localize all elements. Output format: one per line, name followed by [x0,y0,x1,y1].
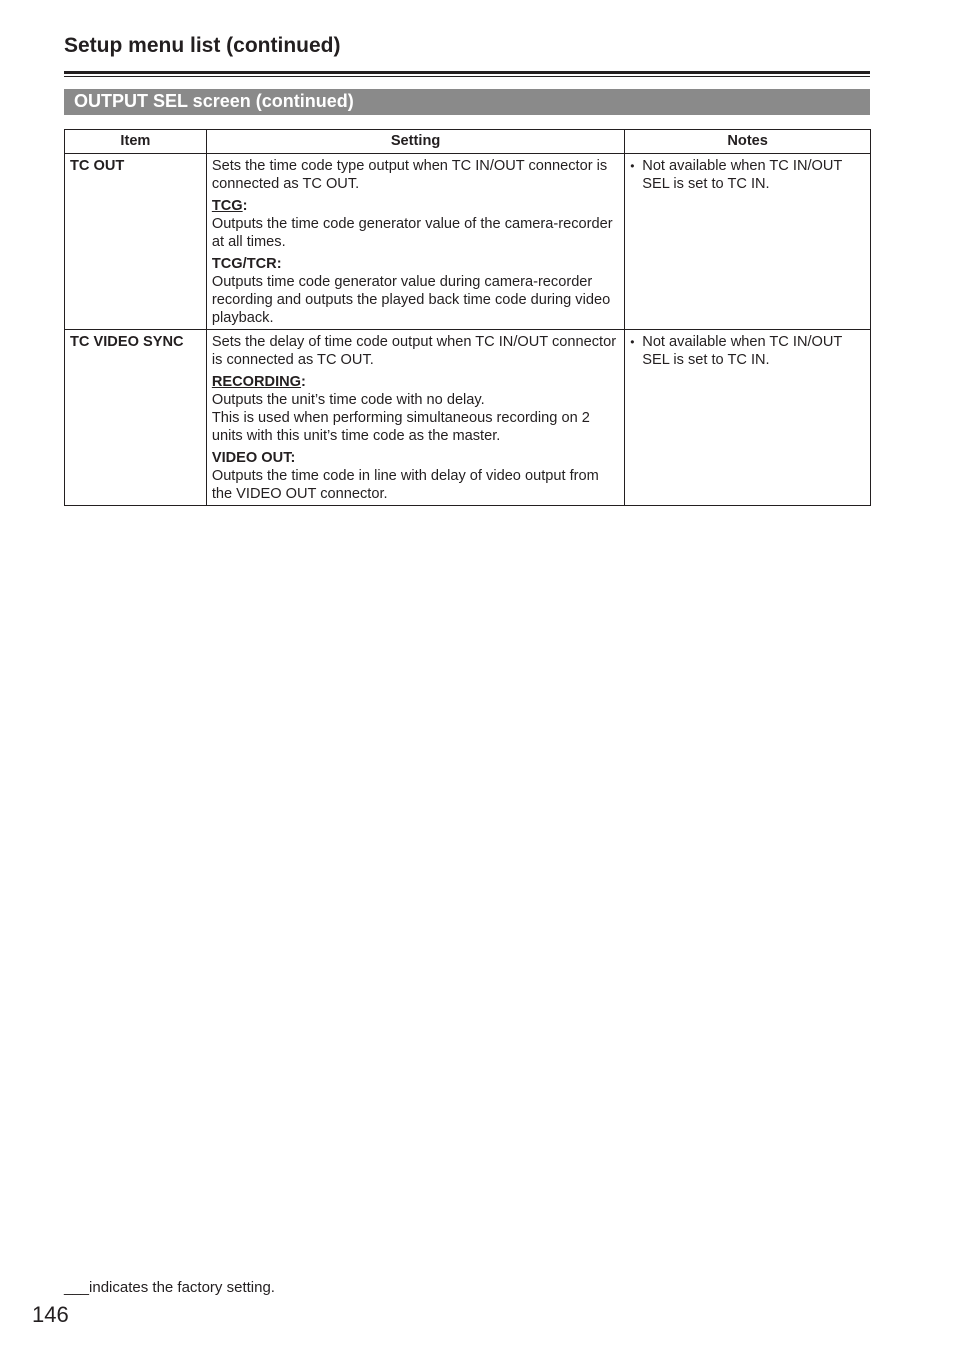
page-number: 146 [32,1302,69,1327]
section-heading: OUTPUT SEL screen (continued) [64,89,870,115]
table-header-row [65,130,871,154]
setting-cell [206,330,624,506]
page-title: Setup menu list (continued) [64,34,341,57]
note-text: Not available when TC IN/OUT SEL is set to TC IN. [642,158,843,192]
item-cell: TC OUT [65,154,207,330]
option-name [212,197,619,215]
option-suffix: : [301,374,306,390]
title-rule-thick [64,71,870,74]
option-text: Outputs time code generator value during camera-recorder recording and outputs the played back time code during video playback. [211,274,611,326]
note-text: Not available when TC IN/OUT SEL is set to TC IN. [642,334,843,368]
option-text: Outputs the time code generator value of the camera-recorder at all times. [211,216,613,250]
notes-cell [625,154,871,330]
option-text-continued: This is used when performing simultaneous recording on 2 units with this unit’s time code as the master. [211,410,590,444]
option-text: Outputs the time code in line with delay of video output from the VIDEO OUT connector. [211,468,599,502]
setting-cell [206,154,624,330]
header-item: Item [65,130,207,154]
header-notes: Notes [625,130,871,154]
bullet-icon: • [630,159,635,173]
note-item [630,333,865,369]
factory-setting-option: RECORDING [211,374,302,390]
option-name [212,449,619,467]
option-name [212,373,619,391]
option-label: TCG/TCR: [211,256,282,272]
setup-menu-table [64,129,871,506]
notes-cell [625,330,871,506]
option-text: Outputs the unit’s time code with no delay. [211,392,485,408]
option-name [212,255,619,273]
setting-description: Sets the delay of time code output when TC IN/OUT connector is connected as TC OUT. [211,334,617,368]
header-setting: Setting [206,130,624,154]
note-item [630,157,865,193]
option-label: VIDEO OUT: [211,450,296,466]
table-row [65,154,871,330]
factory-setting-legend: ___indicates the factory setting. [64,1279,275,1296]
factory-setting-option: TCG [211,198,243,214]
title-rule-thin [64,76,870,77]
option-suffix: : [242,198,248,214]
table-row [65,330,871,506]
item-cell: TC VIDEO SYNC [65,330,207,506]
setting-description: Sets the time code type output when TC IN/OUT connector is connected as TC OUT. [211,158,608,192]
bullet-icon: • [630,335,635,349]
